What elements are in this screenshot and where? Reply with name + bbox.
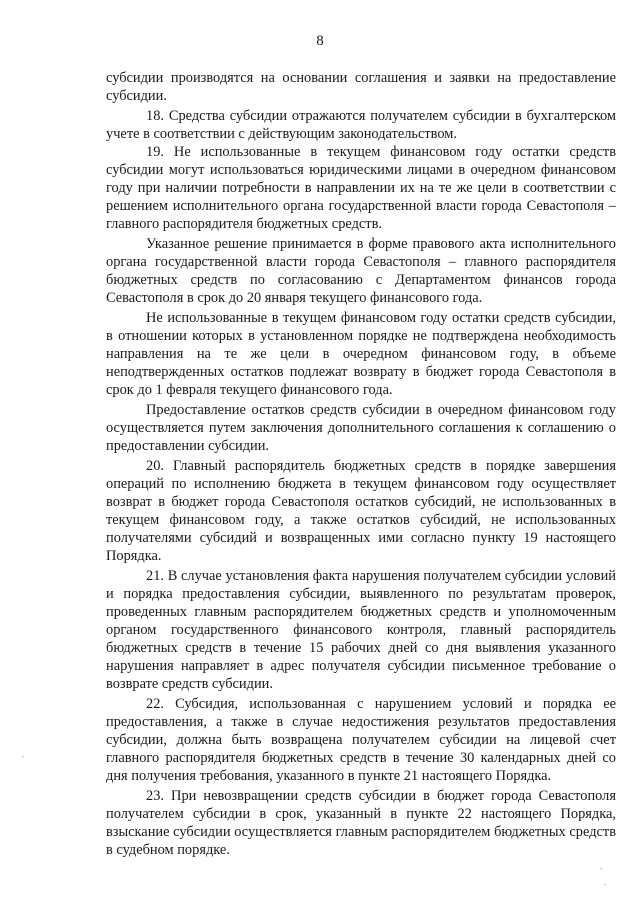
scan-speck [600,868,602,869]
paragraph-19: 19. Не использованные в текущем финансовом году остатки средств субсидии могут использоваться юридическими лицами в очередном финансовом году при наличии потребности в направлении их на те же цели в соответствии с решением исполнительного органа государственной власти города Севастополя – главного распорядителя бюджетных средств. [106,144,616,232]
paragraph-19-balances-provision: Предоставление остатков средств субсидии в очередном финансовом году осуществляется путем заключения дополнительного соглашения к соглашению о предоставлении субсидии. [106,402,616,454]
paragraph-20: 20. Главный распорядитель бюджетных средств в порядке завершения операций по исполнению бюджета в текущем финансовом году осуществляет возврат в бюджет города Севастополя остатков субсидий, не использованных в текущем финансовом году, а также остатков субсидий, не использованных получателями субсидий и возвращенных ими согласно пункту 19 настоящего Порядка. [106,458,616,564]
paragraph-19-unused-balances: Не использованные в текущем финансовом году остатки средств субсидии, в отношении которых в установленном порядке не подтверждена необходимость направления на те же цели в очередном финансовом году, в объеме неподтвержденных остатков подлежат возврату в бюджет города Севастополя в срок до 1 февраля текущего финансового года. [106,310,616,398]
paragraph-21: 21. В случае установления факта нарушения получателем субсидии условий и порядка предоставления субсидии, выявленного по результатам проверок, проведенных главным распорядителем бюджетных средств и уполномоченным органом государственного финансового контроля, главный распорядитель бюджетных средств в течение 15 рабочих дней со дня выявления указанного нарушения направляет в адрес получателя субсидии письменное требование о возврате средств субсидии. [106,568,616,692]
document-body [106,69,616,859]
paragraph-22: 22. Субсидия, использованная с нарушением условий и порядка ее предоставления, а также в случае недостижения результатов предоставления субсидии, должна быть возвращена получателем субсидии на лицевой счет главного распорядителя бюджетных средств в течение 30 календарных дней со дня получения требования, указанного в пункте 21 настоящего Порядка. [106,696,616,784]
paragraph-19-decision: Указанное решение принимается в форме правового акта исполнительного органа государственной власти города Севастополя – главного распорядителя бюджетных средств по согласованию с Департаментом финансов города Севастополя в срок до 20 января текущего финансового года. [106,236,616,306]
paragraph-18: 18. Средства субсидии отражаются получателем субсидии в бухгалтерском учете в соответствии с действующим законодательством. [106,108,616,142]
paragraph-continuation: субсидии производятся на основании соглашения и заявки на предоставление субсидии. [106,70,616,104]
paragraph-23: 23. При невозвращении средств субсидии в бюджет города Севастополя получателем субсидии в срок, указанный в пункте 22 настоящего Порядка, взыскание субсидии осуществляется главным распорядителем бюджетных средств в судебном порядке. [106,788,616,858]
page-number: 8 [316,33,324,49]
scan-speck [604,884,606,885]
scan-speck [22,756,24,757]
